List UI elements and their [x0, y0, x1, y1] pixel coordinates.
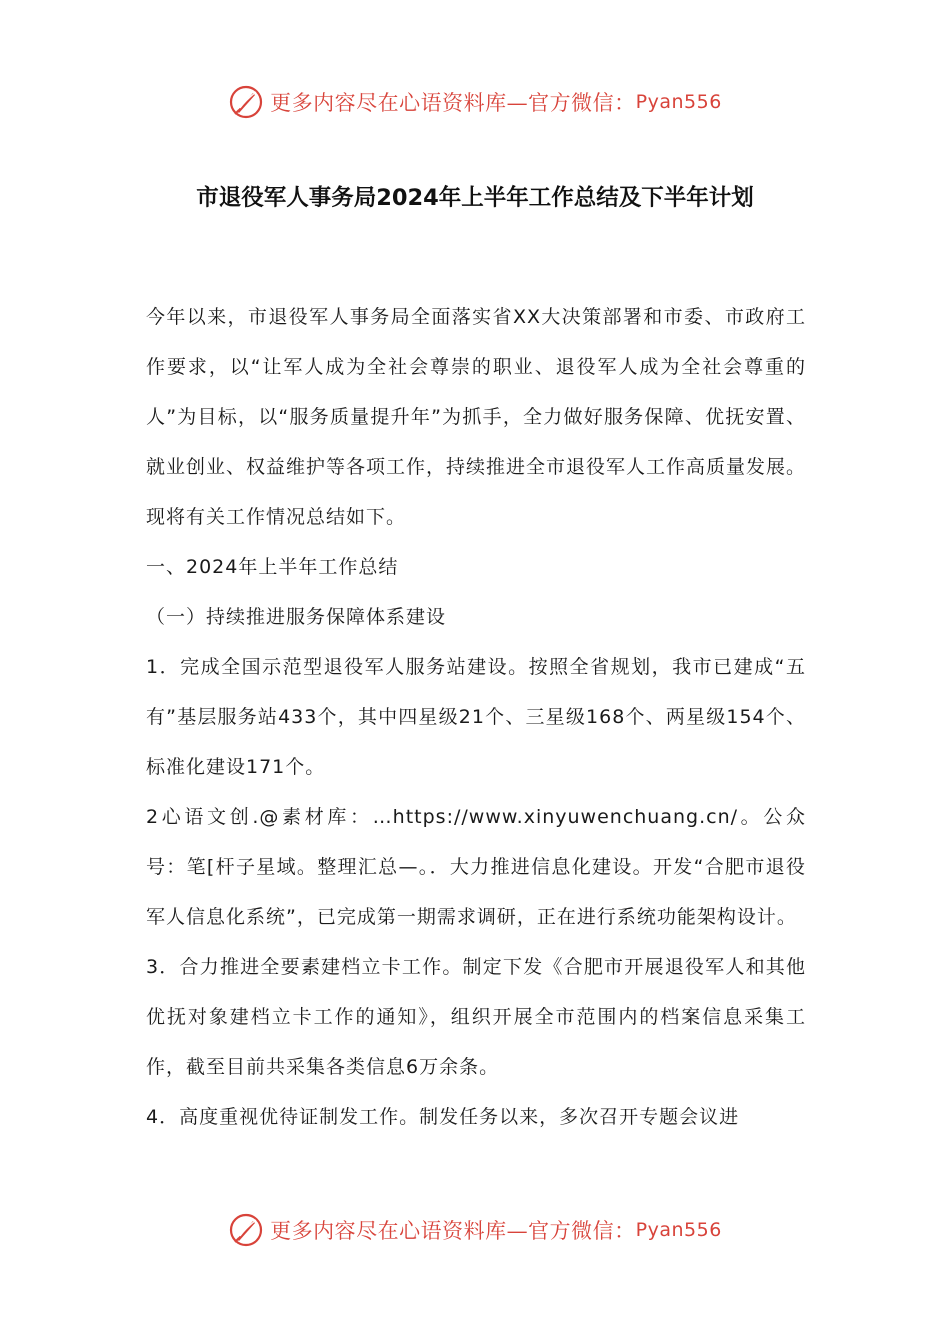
watermark-wechat-id: Pyan556: [635, 91, 722, 113]
heading-section-1: 一、2024年上半年工作总结: [146, 556, 399, 578]
paragraph-intro: 今年以来，市退役军人事务局全面落实省XX大决策部署和市委、市政府工作要求，以“让军人成为全社会尊崇的职业、退役军人成为全社会尊重的人”为目标，以“服务质量提升年”为抓手，全力做好服务保障、优抚安置、就业创业、权益维护等各项工作，持续推进全市退役军人工作高质量发展。现将有关工作情况总结如下。: [146, 306, 807, 528]
heading-subsection-1: （一）持续推进服务保障体系建设: [146, 606, 447, 628]
watermark-header: [0, 82, 950, 122]
watermark-text: 更多内容尽在心语资料库—官方微信：: [270, 91, 636, 115]
watermark-text: 更多内容尽在心语资料库—官方微信：: [270, 1219, 636, 1243]
paragraph-item-2: 2心语文创.@素材库：…https://www.xinyuwenchuang.cn/。公众号：笔[杆子星域。整理汇总—。．大力推进信息化建设。开发“合肥市退役军人信息化系统”，已完成第一期需求调研，正在进行系统功能架构设计。: [146, 806, 806, 928]
paragraph-item-3: 3．合力推进全要素建档立卡工作。制定下发《合肥市开展退役军人和其他优抚对象建档立卡工作的通知》，组织开展全市范围内的档案信息采集工作，截至目前共采集各类信息6万余条。: [146, 956, 806, 1078]
quill-pen-logo-icon: [228, 84, 264, 120]
document-body: [146, 292, 806, 1142]
paragraph-item-4: 4．高度重视优待证制发工作。制发任务以来，多次召开专题会议进: [146, 1106, 740, 1128]
watermark-footer: [0, 1210, 950, 1250]
quill-pen-logo-icon: [228, 1212, 264, 1248]
document-title: 市退役军人事务局2024年上半年工作总结及下半年计划: [196, 185, 754, 211]
watermark-wechat-id: Pyan556: [635, 1219, 722, 1241]
paragraph-item-1: 1．完成全国示范型退役军人服务站建设。按照全省规划，我市已建成“五有”基层服务站433个，其中四星级21个、三星级168个、两星级154个、标准化建设171个。: [146, 656, 806, 778]
